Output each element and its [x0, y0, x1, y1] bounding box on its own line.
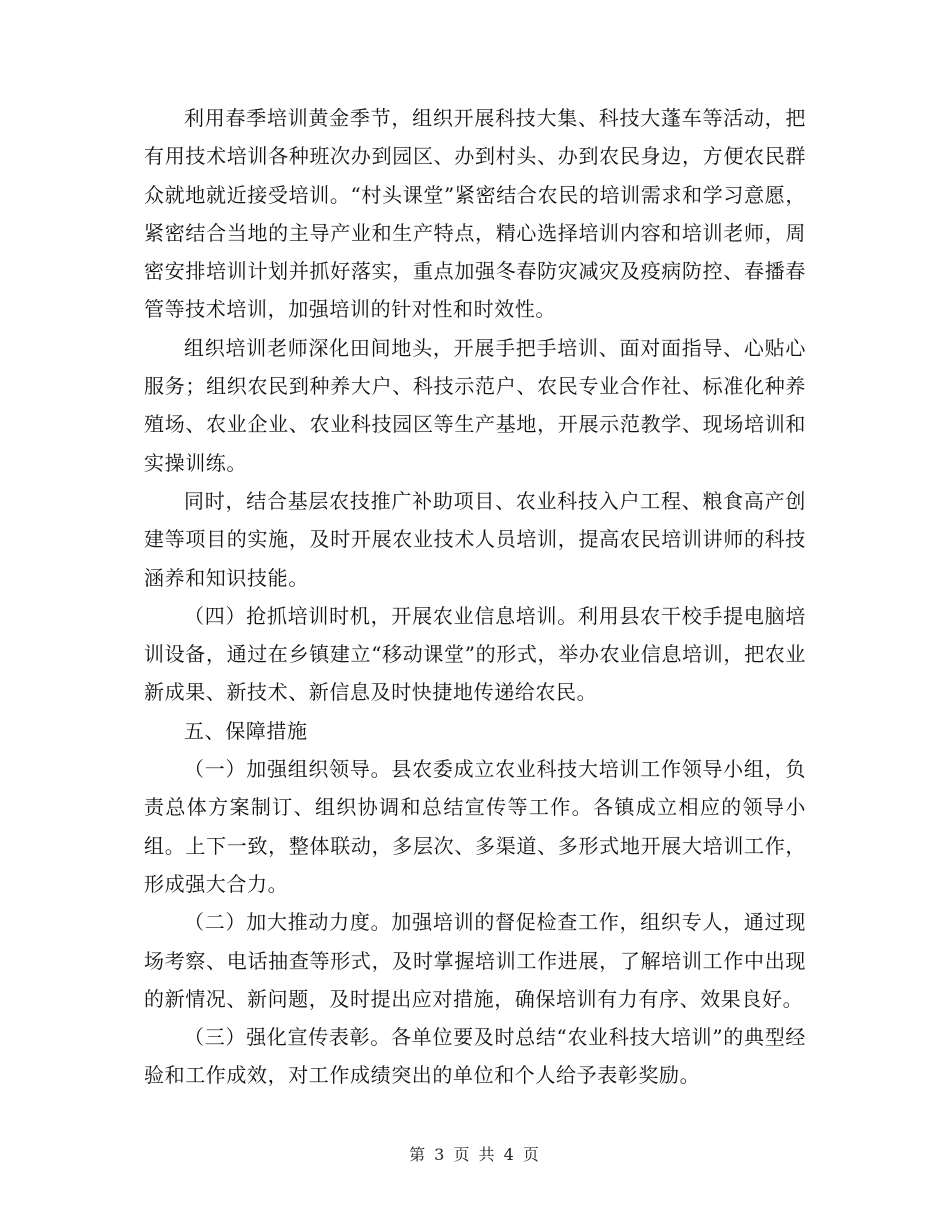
paragraph-7: （二）加大推动力度。加强培训的督促检查工作，组织专人，通过现场考察、电话抽查等形式，及时掌握培训工作进展，了解培训工作中出现的新情况、新问题，及时提出应对措施，确保培训有力有序、效果良好。 — [144, 910, 806, 1011]
paragraph-1: 利用春季培训黄金季节，组织开展科技大集、科技大蓬车等活动，把有用技术培训各种班次办到园区、办到村头、办到农民身边，方便农民群众就地就近接受培训。“村头课堂”紧密结合农民的培训需求和学习意愿，紧密结合当地的主导产业和生产特点，精心选择培训内容和培训老师，周密安排培训计划并抓好落实，重点加强冬春防灾减灾及疫病防控、春播春管等技术培训，加强培训的针对性和时效性。 — [144, 106, 806, 322]
paragraph-3: 同时，结合基层农技推广补助项目、农业科技入户工程、粮食高产创建等项目的实施，及时开展农业技术人员培训，提高农民培训讲师的科技涵养和知识技能。 — [144, 488, 806, 590]
document-body — [144, 99, 806, 1095]
paragraph-4: （四）抢抓培训时机，开展农业信息培训。利用县农干校手提电脑培训设备，通过在乡镇建立“移动课堂”的形式，举办农业信息培训，把农业新成果、新技术、新信息及时快捷地传递给农民。 — [144, 603, 806, 705]
paragraph-2: 组织培训老师深化田间地头，开展手把手培训、面对面指导、心贴心服务；组织农民到种养大户、科技示范户、农民专业合作社、标准化种养殖场、农业企业、农业科技园区等生产基地，开展示范教学、现场培训和实操训练。 — [144, 335, 806, 475]
page-number-footer: 第 3 页 共 4 页 — [409, 1145, 541, 1164]
paragraph-8: （三）强化宣传表彰。各单位要及时总结“农业科技大培训”的典型经验和工作成效，对工作成绩突出的单位和个人给予表彰奖励。 — [144, 1025, 806, 1088]
section-heading-5: 五、保障措施 — [184, 718, 308, 743]
paragraph-6: （一）加强组织领导。县农委成立农业科技大培训工作领导小组，负责总体方案制订、组织协调和总结宣传等工作。各镇成立相应的领导小组。上下一致，整体联动，多层次、多渠道、多形式地开展大培训工作，形成强大合力。 — [144, 757, 806, 896]
